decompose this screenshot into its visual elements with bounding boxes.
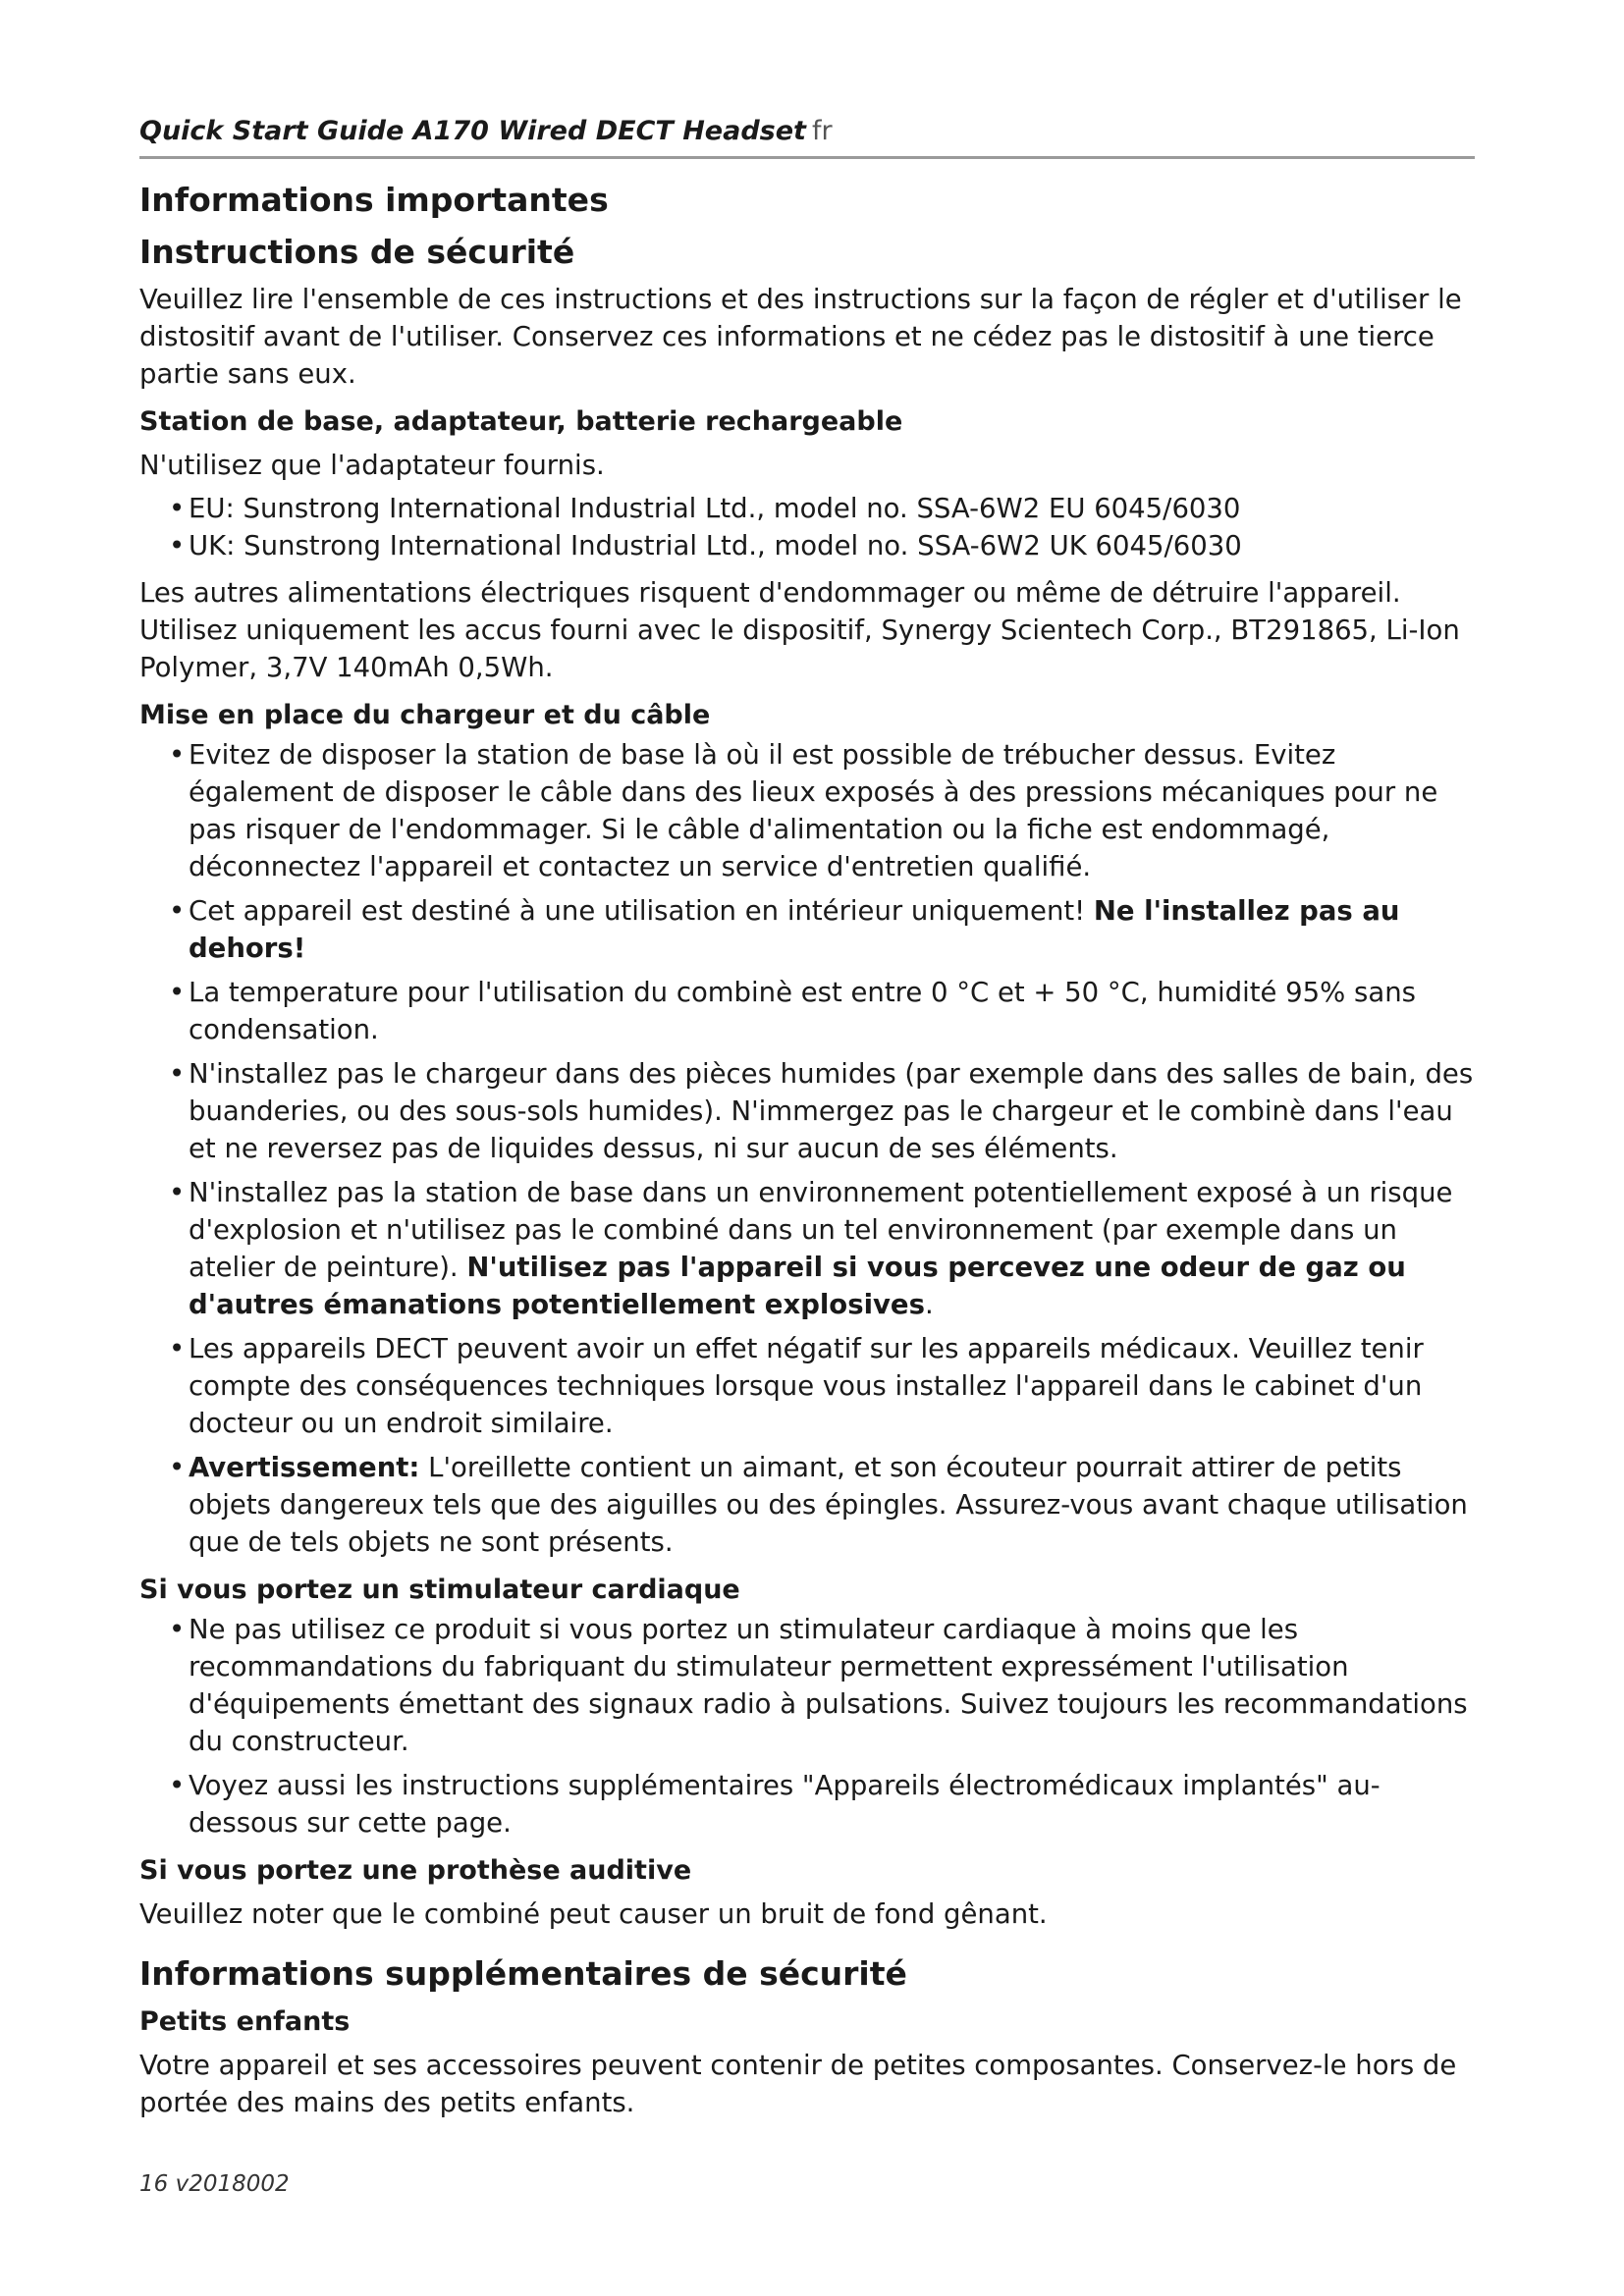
- item-text: Cet appareil est destiné à une utilisation en intérieur uniquement!: [189, 895, 1094, 927]
- list-item: [139, 1174, 1475, 1323]
- intro-paragraph: Veuillez lire l'ensemble de ces instructions et des instructions sur la façon de régler et d'utiliser le distositif avant de l'utiliser. Conservez ces informations et ne cédez pas le distositif à une tierce partie sans eux.: [139, 284, 1462, 390]
- list-item: • Ne pas utilisez ce produit si vous portez un stimulateur cardiaque à moins que les recommandations du fabriquant du stimulateur permettent expressément l'utilisation d'équipements émettant des signaux radio à pulsations. Suivez toujours les recommandations du constructeur.: [139, 1611, 1475, 1760]
- heading-pacemaker: Si vous portez un stimulateur cardiaque: [139, 1575, 740, 1605]
- pacemaker-list: [139, 1611, 1475, 1842]
- list-item: [139, 1449, 1475, 1561]
- item-bold-text: N'utilisez pas l'appareil si vous percevez une odeur de gaz ou d'autres émanations potentiellement explosives: [189, 1252, 1406, 1320]
- list-item: • UK: Sunstrong International Industrial Ltd., model no. SSA-6W2 UK 6045/6030: [139, 527, 1475, 564]
- list-item: • N'installez pas le chargeur dans des pièces humides (par exemple dans des salles de bain, des buanderies, ou des sous-sols humides). N'immergez pas le chargeur et le combinè dans l'eau et ne reversez pas de liquides dessus, ni sur aucun de ses éléments.: [139, 1055, 1475, 1167]
- item-bold-text: Avertissement:: [189, 1452, 420, 1483]
- page-header: [139, 116, 1475, 159]
- heading-children: Petits enfants: [139, 2006, 351, 2037]
- children-text: Votre appareil et ses accessoires peuvent contenir de petites composantes. Conservez-le hors de portée des mains des petits enfants.: [139, 2050, 1457, 2118]
- heading-charger: Mise en place du chargeur et du câble: [139, 700, 711, 730]
- header-lang: fr: [811, 116, 833, 146]
- adapter-list: [139, 490, 1475, 564]
- list-item: • EU: Sunstrong International Industrial Ltd., model no. SSA-6W2 EU 6045/6030: [139, 490, 1475, 527]
- list-item: • Evitez de disposer la station de base là où il est possible de trébucher dessus. Evitez également de disposer le câble dans des lieux exposés à des pressions mécaniques pour ne pas risquer de l'endommager. Si le câble d'alimentation ou la fiche est endommagé, déconnectez l'appareil et contactez un service d'entretien qualifié.: [139, 736, 1475, 885]
- base-after-text: Les autres alimentations électriques risquent d'endommager ou même de détruire l'appareil. Utilisez uniquement les accus fourni avec le dispositif, Synergy Scientech Corp., BT291865, Li-Ion Polymer, 3,7V 140mAh 0,5Wh.: [139, 577, 1460, 683]
- heading-hearing-aid: Si vous portez une prothèse auditive: [139, 1855, 692, 1886]
- base-text: N'utilisez que l'adaptateur fournis.: [139, 450, 605, 481]
- heading-extra-safety: Informations supplémentaires de sécurité: [139, 1954, 907, 1993]
- item-text: N'installez pas la station de base dans un environnement potentiellement exposé à un risque d'explosion et n'utilisez pas le combiné dans un tel environnement (par exemple dans un atelier de peinture).: [189, 1177, 1453, 1283]
- list-item: [139, 892, 1475, 967]
- header-title: Quick Start Guide A170 Wired DECT Headset: [139, 116, 806, 146]
- heading-important: Informations importantes: [139, 181, 609, 219]
- charger-list: [139, 736, 1475, 1561]
- item-text: .: [924, 1289, 934, 1320]
- item-text: L'oreillette contient un aimant, et son écouteur pourrait attirer de petits objets dangereux tels que des aiguilles ou des épingles. Assurez-vous avant chaque utilisation que de tels objets ne sont présents.: [189, 1452, 1468, 1558]
- page-footer: 16 v2018002: [139, 2171, 290, 2197]
- list-item: • Voyez aussi les instructions supplémentaires "Appareils électromédicaux implantés" au-dessous sur cette page.: [139, 1767, 1475, 1842]
- heading-safety: Instructions de sécurité: [139, 233, 575, 271]
- document-page: [139, 116, 1475, 2121]
- item-bold-text: Ne l'installez pas au dehors!: [189, 895, 1400, 964]
- hearing-text: Veuillez noter que le combiné peut causer un bruit de fond gênant.: [139, 1898, 1048, 1930]
- list-item: • Les appareils DECT peuvent avoir un effet négatif sur les appareils médicaux. Veuillez tenir compte des conséquences techniques lorsque vous installez l'appareil dans le cabinet d'un docteur ou un endroit similaire.: [139, 1330, 1475, 1442]
- list-item: • La temperature pour l'utilisation du combinè est entre 0 °C et + 50 °C, humidité 95% sans condensation.: [139, 974, 1475, 1048]
- heading-base-station: Station de base, adaptateur, batterie rechargeable: [139, 406, 903, 437]
